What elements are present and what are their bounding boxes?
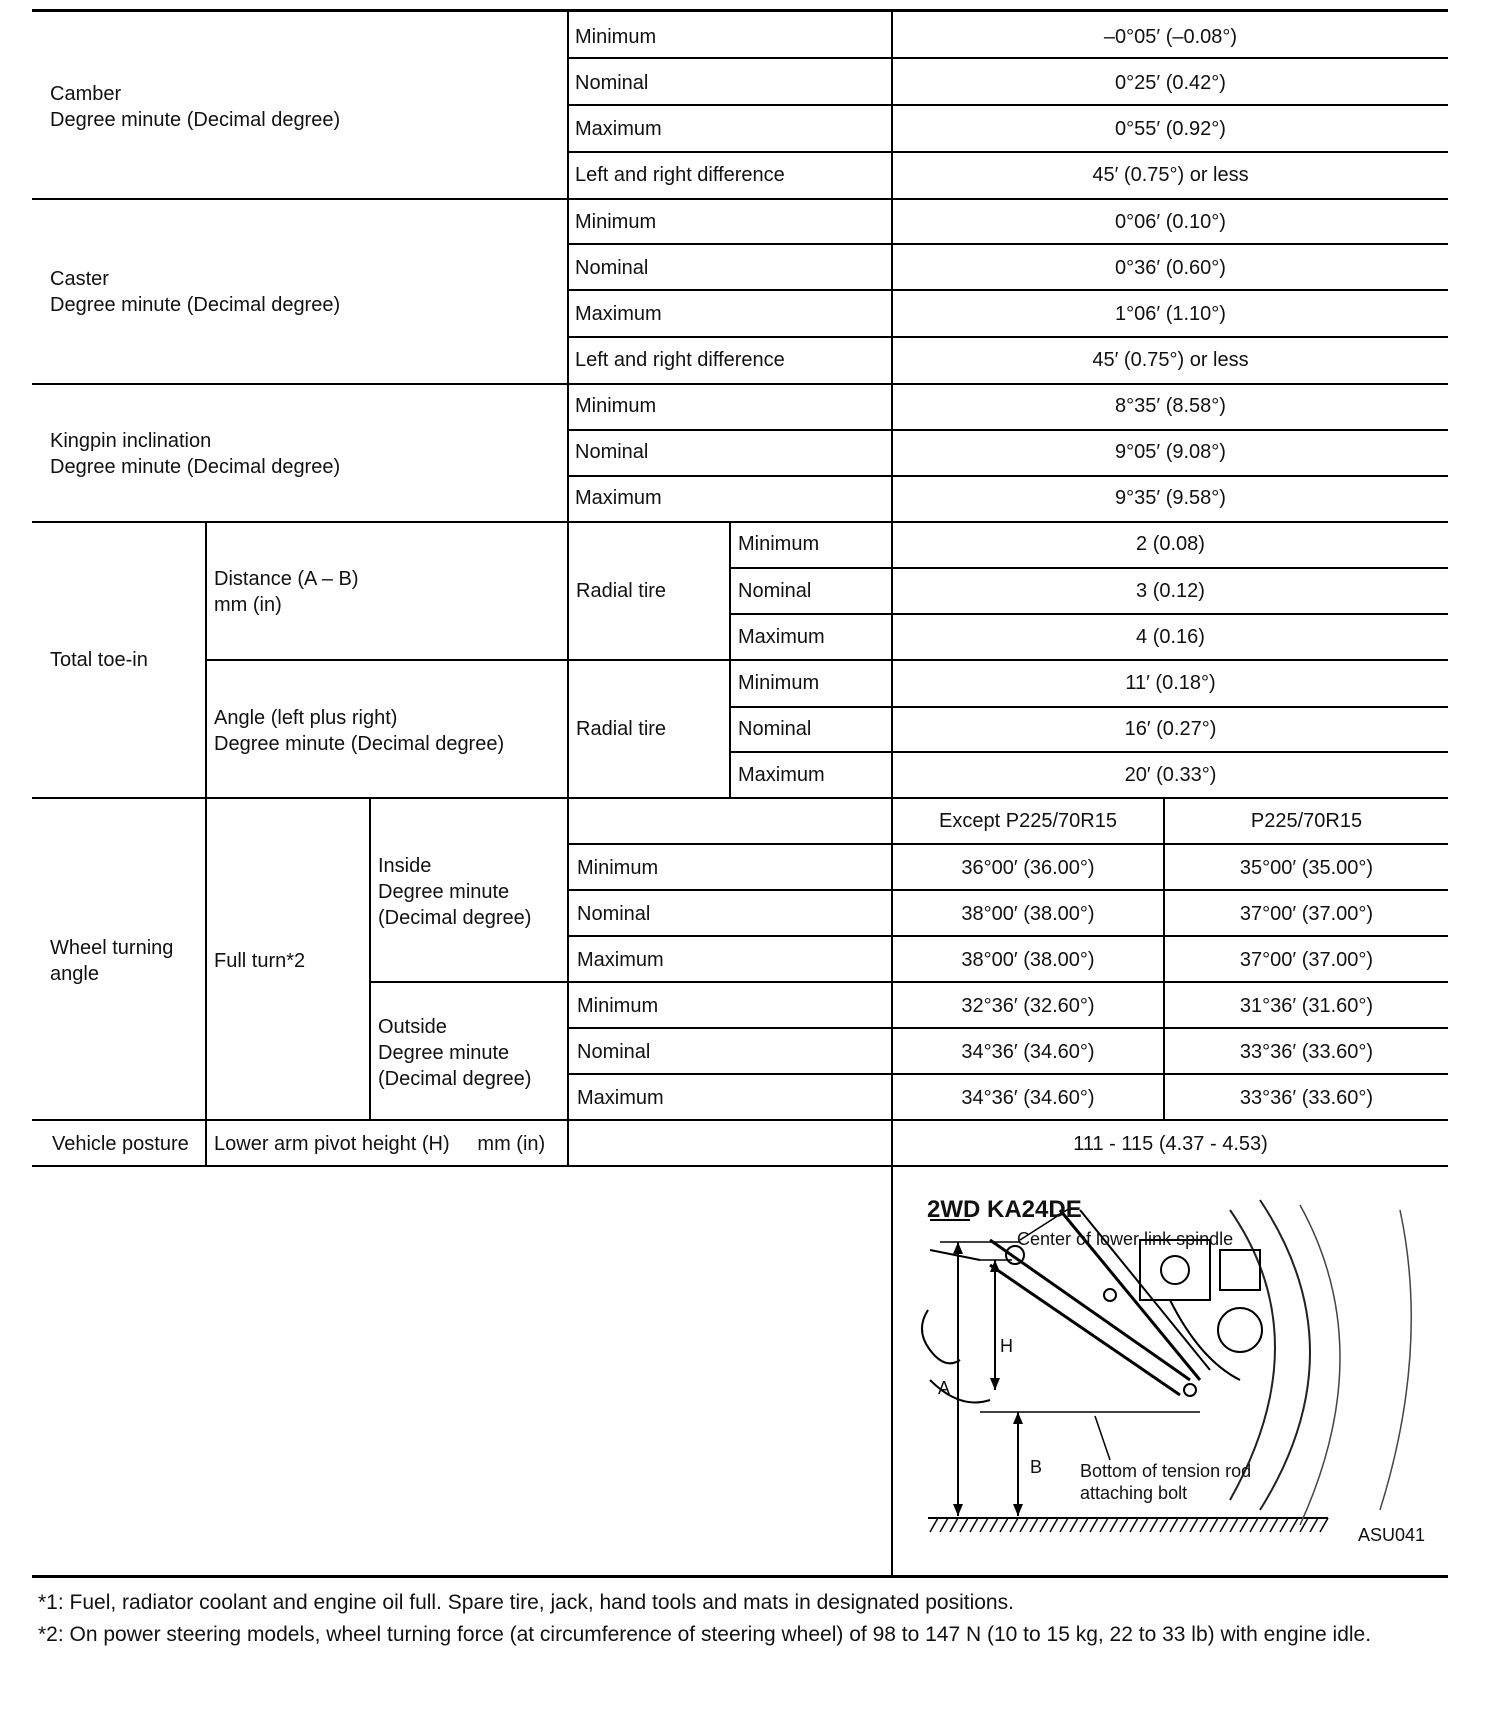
table-rule (568, 889, 1448, 891)
kingpin-nominal-value: 9°05′ (9.08°) (1115, 441, 1226, 463)
toe-in-distance-radial-tire: Radial tire (576, 580, 667, 602)
table-rule (568, 1073, 1448, 1075)
outside-unit-line2: (Decimal degree) (378, 1068, 532, 1090)
camber-label: Camber (50, 83, 122, 105)
table-rule (730, 751, 1448, 753)
camber-nominal-label: Nominal (575, 72, 649, 94)
table-rule (32, 1119, 1448, 1121)
toe-in-angle-max-label: Maximum (738, 764, 825, 786)
toe-in-distance-min-value: 2 (0.08) (1136, 533, 1205, 555)
caster-minimum-value: 0°06′ (0.10°) (1115, 211, 1226, 233)
caster-maximum-label: Maximum (575, 303, 662, 325)
caster-difference-label: Left and right difference (575, 349, 785, 371)
table-rule (568, 1027, 1448, 1029)
toe-in-distance-nom-label: Nominal (738, 580, 812, 602)
toe-in-angle-min-value: 11′ (0.18°) (1125, 672, 1216, 694)
outside-nom-label: Nominal (577, 1041, 651, 1063)
outside-min-label: Minimum (577, 995, 659, 1017)
toe-in-angle-label: Angle (left plus right) (214, 707, 398, 729)
toe-in-distance-min-label: Minimum (738, 533, 820, 555)
toe-in-distance-nom-value: 3 (0.12) (1136, 580, 1205, 602)
outside-label: Outside (378, 1016, 447, 1038)
figure-code: ASU041 (1358, 1525, 1426, 1545)
inside-unit-line1: Degree minute (378, 881, 510, 903)
table-rule (568, 57, 1448, 59)
camber-difference-value: 45′ (0.75°) or less (1092, 164, 1249, 186)
lower-arm-pivot-value: 111 - 115 (4.37 - 4.53) (1073, 1133, 1268, 1155)
camber-minimum-label: Minimum (575, 26, 657, 48)
table-rule (730, 613, 1448, 615)
column-header-except: Except P225/70R15 (939, 810, 1117, 832)
caster-nominal-value: 0°36′ (0.60°) (1115, 257, 1226, 279)
outside-min-p225: 31°36′ (31.60°) (1239, 995, 1374, 1017)
camber-maximum-label: Maximum (575, 118, 662, 140)
dimension-h-label: H (1000, 1336, 1013, 1356)
toe-in-angle-min-label: Minimum (738, 672, 820, 694)
dimension-a-label: A (938, 1378, 951, 1398)
table-rule (32, 198, 1448, 200)
toe-in-distance-unit: mm (in) (214, 594, 282, 616)
vehicle-posture-label: Vehicle posture (52, 1133, 189, 1155)
camber-difference-label: Left and right difference (575, 164, 785, 186)
table-rule (568, 151, 1448, 153)
tension-rod-bolt-label: Bottom of tension rod (1080, 1461, 1252, 1481)
table-vrule (369, 797, 371, 1121)
toe-in-angle-nom-label: Nominal (738, 718, 812, 740)
outside-nom-except: 34°36′ (34.60°) (961, 1041, 1095, 1063)
inside-unit-line2: (Decimal degree) (378, 907, 532, 929)
outside-max-label: Maximum (577, 1087, 664, 1109)
inside-max-label: Maximum (577, 949, 664, 971)
inside-max-p225: 37°00′ (37.00°) (1239, 949, 1374, 971)
table-vrule (205, 521, 207, 1167)
table-bottom-rule (32, 1575, 1448, 1578)
table-vrule (567, 11, 569, 1167)
table-vrule (729, 521, 731, 799)
caster-minimum-label: Minimum (575, 211, 657, 233)
caster-maximum-value: 1°06′ (1.10°) (1115, 303, 1226, 325)
column-header-p225: P225/70R15 (1250, 810, 1363, 832)
wheel-turning-label: Wheel turning (50, 937, 174, 959)
toe-in-label: Total toe-in (50, 649, 148, 671)
inside-nom-p225: 37°00′ (37.00°) (1239, 903, 1374, 925)
outside-max-except: 34°36′ (34.60°) (961, 1087, 1095, 1109)
kingpin-maximum-value: 9°35′ (9.58°) (1115, 487, 1226, 509)
wheel-turning-label-line2: angle (50, 963, 99, 985)
footnote-1: *1: Fuel, radiator coolant and engine oil full. Spare tire, jack, hand tools and mats in designated positions. (38, 1591, 1014, 1614)
table-rule (32, 383, 1448, 385)
inside-max-except: 38°00′ (38.00°) (961, 949, 1095, 971)
kingpin-nominal-label: Nominal (575, 441, 649, 463)
inside-nom-label: Nominal (577, 903, 651, 925)
camber-minimum-value: –0°05′ (–0.08°) (1103, 26, 1238, 48)
table-rule (568, 289, 1448, 291)
table-rule (568, 935, 1448, 937)
figure-title: 2WD KA24DE (927, 1196, 1082, 1223)
camber-maximum-value: 0°55′ (0.92°) (1115, 118, 1226, 140)
toe-in-angle-unit: Degree minute (Decimal degree) (214, 733, 505, 755)
table-rule (206, 659, 1448, 661)
table-rule (730, 567, 1448, 569)
caster-label: Caster (50, 268, 109, 290)
table-rule (568, 336, 1448, 338)
toe-in-angle-max-value: 20′ (0.33°) (1124, 764, 1217, 786)
inside-label: Inside (378, 855, 432, 877)
toe-in-distance-max-label: Maximum (738, 626, 825, 648)
footnote-2: *2: On power steering models, wheel turning force (at circumference of steering wheel) of 98 to 147 N (10 to 15 kg, 22 to 33 lb) with engine idle. (38, 1623, 1372, 1646)
table-rule (568, 475, 1448, 477)
kingpin-minimum-label: Minimum (575, 395, 657, 417)
table-rule (568, 243, 1448, 245)
table-rule (370, 981, 1448, 983)
table-vrule (891, 11, 893, 1577)
kingpin-maximum-label: Maximum (575, 487, 662, 509)
toe-in-distance-max-value: 4 (0.16) (1136, 626, 1205, 648)
tension-rod-bolt-label-line2: attaching bolt (1080, 1483, 1188, 1503)
inside-min-p225: 35°00′ (35.00°) (1239, 857, 1374, 879)
caster-difference-value: 45′ (0.75°) or less (1092, 349, 1249, 371)
table-top-rule (32, 9, 1448, 12)
toe-in-distance-label: Distance (A – B) (214, 568, 359, 590)
toe-in-angle-radial-tire: Radial tire (576, 718, 667, 740)
kingpin-label: Kingpin inclination (50, 430, 212, 452)
dimension-b-label: B (1030, 1457, 1043, 1477)
inside-nom-except: 38°00′ (38.00°) (961, 903, 1095, 925)
full-turn-label: Full turn*2 (214, 950, 306, 972)
caster-nominal-label: Nominal (575, 257, 649, 279)
caster-unit-label: Degree minute (Decimal degree) (50, 294, 341, 316)
center-lower-link-label: Center of lower link spindle (1017, 1229, 1234, 1249)
outside-min-except: 32°36′ (32.60°) (961, 995, 1095, 1017)
table-rule (32, 797, 1448, 799)
table-rule (32, 521, 1448, 523)
outside-nom-p225: 33°36′ (33.60°) (1239, 1041, 1374, 1063)
table-rule (730, 706, 1448, 708)
table-rule (568, 429, 1448, 431)
kingpin-unit-label: Degree minute (Decimal degree) (50, 456, 341, 478)
inside-min-except: 36°00′ (36.00°) (961, 857, 1095, 879)
outside-max-p225: 33°36′ (33.60°) (1239, 1087, 1374, 1109)
inside-min-label: Minimum (577, 857, 659, 879)
table-rule (568, 843, 1448, 845)
camber-nominal-value: 0°25′ (0.42°) (1115, 72, 1226, 94)
table-rule (568, 104, 1448, 106)
lower-arm-pivot-label: Lower arm pivot height (H) mm (in) (214, 1133, 546, 1155)
kingpin-minimum-value: 8°35′ (8.58°) (1115, 395, 1226, 417)
toe-in-angle-nom-value: 16′ (0.27°) (1124, 718, 1217, 740)
outside-unit-line1: Degree minute (378, 1042, 510, 1064)
camber-unit-label: Degree minute (Decimal degree) (50, 109, 341, 131)
table-rule (32, 1165, 1448, 1167)
